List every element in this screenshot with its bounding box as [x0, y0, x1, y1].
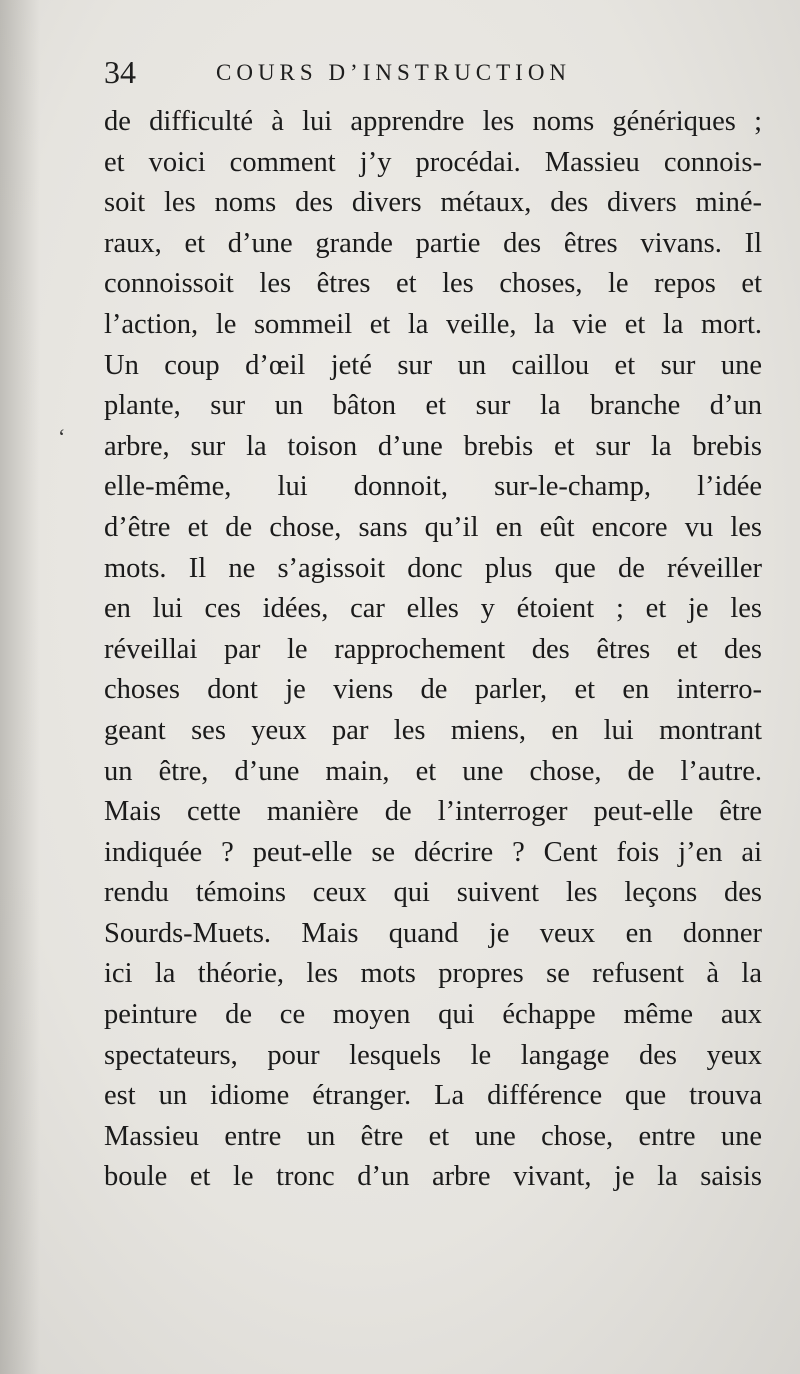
text-line: Mais cette manière de l’interroger peut-elle être [104, 796, 762, 828]
text-line: réveillai par le rapprochement des êtres et des [104, 633, 762, 665]
text-line: Massieu entre un être et une chose, entre une [104, 1120, 762, 1152]
text-line: connoissoit les êtres et les choses, le repos et [104, 268, 762, 300]
text-line: est un idiome étranger. La différence que trouva [104, 1080, 762, 1112]
text-line: un être, d’une main, et une chose, de l’autre. [104, 755, 762, 787]
page-number: 34 [104, 54, 136, 90]
text-line: de difficulté à lui apprendre les noms génériques ; [104, 106, 762, 137]
text-line: choses dont je viens de parler, et en interro- [104, 674, 762, 706]
text-line: Sourds-Muets. Mais quand je veux en donner [104, 917, 762, 949]
text-line: raux, et d’une grande partie des êtres vivans. Il [104, 227, 762, 259]
text-line: mots. Il ne s’agissoit donc plus que de réveiller [104, 552, 762, 584]
text-line: et voici comment j’y procédai. Massieu connois- [104, 146, 762, 178]
text-line: peinture de ce moyen qui échappe même aux [104, 999, 762, 1031]
text-line: soit les noms des divers métaux, des divers miné- [104, 187, 762, 219]
running-title: COURS D’INSTRUCTION [216, 60, 572, 85]
text-line: en lui ces idées, car elles y étoient ; et je les [104, 593, 762, 625]
page-header [104, 52, 784, 92]
text-line: plante, sur un bâton et sur la branche d’un [104, 390, 762, 422]
text-line: elle-même, lui donnoit, sur-le-champ, l’idée [104, 471, 762, 503]
text-line: d’être et de chose, sans qu’il en eût encore vu les [104, 511, 762, 543]
margin-mark: ‘ [58, 424, 66, 449]
text-line: geant ses yeux par les miens, en lui montrant [104, 714, 762, 746]
text-line: l’action, le sommeil et la veille, la vie et la mort. [104, 308, 762, 340]
binding-shadow [0, 0, 40, 1374]
body-text [104, 102, 762, 1198]
text-line: Un coup d’œil jeté sur un caillou et sur une [104, 349, 762, 381]
text-line: ici la théorie, les mots propres se refusent à la [104, 958, 762, 990]
text-line: rendu témoins ceux qui suivent les leçons des [104, 877, 762, 909]
text-line: boule et le tronc d’un arbre vivant, je la saisis [104, 1161, 762, 1193]
text-line: arbre, sur la toison d’une brebis et sur la brebis [104, 430, 762, 462]
text-line: indiquée ? peut-elle se décrire ? Cent fois j’en ai [104, 836, 762, 868]
text-line: spectateurs, pour lesquels le langage des yeux [104, 1039, 762, 1071]
